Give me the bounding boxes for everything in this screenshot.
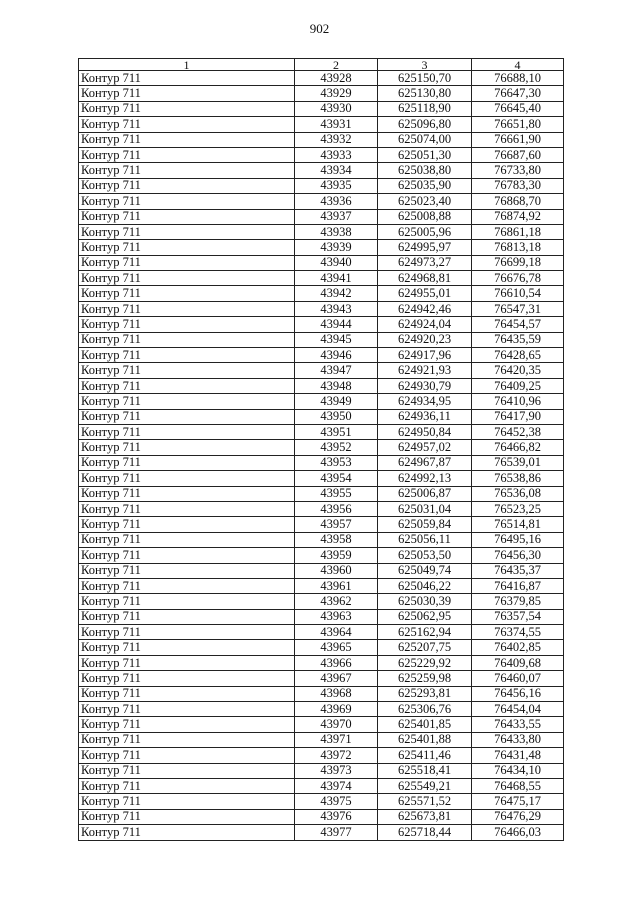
y-coordinate-cell: 76861,18 bbox=[472, 224, 564, 239]
contour-name-cell: Контур 711 bbox=[79, 794, 295, 809]
x-coordinate-cell: 625031,04 bbox=[378, 501, 472, 516]
y-coordinate-cell: 76420,35 bbox=[472, 363, 564, 378]
point-number-cell: 43948 bbox=[295, 378, 378, 393]
point-number-cell: 43971 bbox=[295, 732, 378, 747]
table-row bbox=[79, 194, 564, 209]
y-coordinate-cell: 76874,92 bbox=[472, 209, 564, 224]
y-coordinate-cell: 76783,30 bbox=[472, 178, 564, 193]
contour-name-cell: Контур 711 bbox=[79, 117, 295, 132]
y-coordinate-cell: 76417,90 bbox=[472, 409, 564, 424]
table-row bbox=[79, 548, 564, 563]
x-coordinate-cell: 624921,93 bbox=[378, 363, 472, 378]
x-coordinate-cell: 625006,87 bbox=[378, 486, 472, 501]
table-row bbox=[79, 702, 564, 717]
x-coordinate-cell: 625074,00 bbox=[378, 132, 472, 147]
contour-name-cell: Контур 711 bbox=[79, 440, 295, 455]
y-coordinate-cell: 76547,31 bbox=[472, 301, 564, 316]
contour-name-cell: Контур 711 bbox=[79, 548, 295, 563]
contour-name-cell: Контур 711 bbox=[79, 317, 295, 332]
x-coordinate-cell: 624917,96 bbox=[378, 348, 472, 363]
y-coordinate-cell: 76475,17 bbox=[472, 794, 564, 809]
contour-name-cell: Контур 711 bbox=[79, 655, 295, 670]
y-coordinate-cell: 76379,85 bbox=[472, 594, 564, 609]
point-number-cell: 43968 bbox=[295, 686, 378, 701]
column-header: 2 bbox=[295, 59, 378, 71]
table-row bbox=[79, 271, 564, 286]
contour-name-cell: Контур 711 bbox=[79, 378, 295, 393]
y-coordinate-cell: 76661,90 bbox=[472, 132, 564, 147]
x-coordinate-cell: 625162,94 bbox=[378, 625, 472, 640]
x-coordinate-cell: 625518,41 bbox=[378, 763, 472, 778]
table-row bbox=[79, 301, 564, 316]
contour-name-cell: Контур 711 bbox=[79, 809, 295, 824]
table-row bbox=[79, 178, 564, 193]
point-number-cell: 43966 bbox=[295, 655, 378, 670]
y-coordinate-cell: 76374,55 bbox=[472, 625, 564, 640]
y-coordinate-cell: 76409,25 bbox=[472, 378, 564, 393]
table-row bbox=[79, 809, 564, 824]
contour-name-cell: Контур 711 bbox=[79, 486, 295, 501]
x-coordinate-cell: 625118,90 bbox=[378, 101, 472, 116]
y-coordinate-cell: 76410,96 bbox=[472, 394, 564, 409]
point-number-cell: 43940 bbox=[295, 255, 378, 270]
contour-name-cell: Контур 711 bbox=[79, 609, 295, 624]
contour-name-cell: Контур 711 bbox=[79, 578, 295, 593]
x-coordinate-cell: 625035,90 bbox=[378, 178, 472, 193]
contour-name-cell: Контур 711 bbox=[79, 209, 295, 224]
contour-name-cell: Контур 711 bbox=[79, 532, 295, 547]
contour-name-cell: Контур 711 bbox=[79, 778, 295, 793]
contour-name-cell: Контур 711 bbox=[79, 271, 295, 286]
point-number-cell: 43964 bbox=[295, 625, 378, 640]
table-row bbox=[79, 132, 564, 147]
contour-name-cell: Контур 711 bbox=[79, 748, 295, 763]
x-coordinate-cell: 625306,76 bbox=[378, 702, 472, 717]
point-number-cell: 43928 bbox=[295, 71, 378, 86]
y-coordinate-cell: 76416,87 bbox=[472, 578, 564, 593]
table-row bbox=[79, 640, 564, 655]
y-coordinate-cell: 76476,29 bbox=[472, 809, 564, 824]
point-number-cell: 43970 bbox=[295, 717, 378, 732]
point-number-cell: 43936 bbox=[295, 194, 378, 209]
point-number-cell: 43929 bbox=[295, 86, 378, 101]
column-header: 1 bbox=[79, 59, 295, 71]
contour-name-cell: Контур 711 bbox=[79, 471, 295, 486]
table-row bbox=[79, 286, 564, 301]
table-row bbox=[79, 717, 564, 732]
point-number-cell: 43975 bbox=[295, 794, 378, 809]
table-row bbox=[79, 317, 564, 332]
y-coordinate-cell: 76456,16 bbox=[472, 686, 564, 701]
contour-name-cell: Контур 711 bbox=[79, 163, 295, 178]
x-coordinate-cell: 624992,13 bbox=[378, 471, 472, 486]
x-coordinate-cell: 625207,75 bbox=[378, 640, 472, 655]
contour-name-cell: Контур 711 bbox=[79, 563, 295, 578]
x-coordinate-cell: 625005,96 bbox=[378, 224, 472, 239]
point-number-cell: 43961 bbox=[295, 578, 378, 593]
table-row bbox=[79, 440, 564, 455]
point-number-cell: 43976 bbox=[295, 809, 378, 824]
table-body bbox=[79, 71, 564, 841]
contour-name-cell: Контур 711 bbox=[79, 501, 295, 516]
table-row bbox=[79, 240, 564, 255]
point-number-cell: 43956 bbox=[295, 501, 378, 516]
y-coordinate-cell: 76357,54 bbox=[472, 609, 564, 624]
coordinates-table bbox=[78, 58, 564, 841]
y-coordinate-cell: 76536,08 bbox=[472, 486, 564, 501]
point-number-cell: 43938 bbox=[295, 224, 378, 239]
contour-name-cell: Контур 711 bbox=[79, 686, 295, 701]
table-row bbox=[79, 101, 564, 116]
y-coordinate-cell: 76651,80 bbox=[472, 117, 564, 132]
contour-name-cell: Контур 711 bbox=[79, 332, 295, 347]
contour-name-cell: Контур 711 bbox=[79, 825, 295, 840]
x-coordinate-cell: 624942,46 bbox=[378, 301, 472, 316]
point-number-cell: 43934 bbox=[295, 163, 378, 178]
y-coordinate-cell: 76610,54 bbox=[472, 286, 564, 301]
table-row bbox=[79, 363, 564, 378]
point-number-cell: 43965 bbox=[295, 640, 378, 655]
x-coordinate-cell: 625571,52 bbox=[378, 794, 472, 809]
y-coordinate-cell: 76431,48 bbox=[472, 748, 564, 763]
x-coordinate-cell: 624950,84 bbox=[378, 424, 472, 439]
y-coordinate-cell: 76434,10 bbox=[472, 763, 564, 778]
table-row bbox=[79, 609, 564, 624]
x-coordinate-cell: 625549,21 bbox=[378, 778, 472, 793]
table-row bbox=[79, 517, 564, 532]
table-row bbox=[79, 578, 564, 593]
x-coordinate-cell: 625401,88 bbox=[378, 732, 472, 747]
contour-name-cell: Контур 711 bbox=[79, 147, 295, 162]
table-row bbox=[79, 825, 564, 840]
y-coordinate-cell: 76428,65 bbox=[472, 348, 564, 363]
table-row bbox=[79, 655, 564, 670]
x-coordinate-cell: 625718,44 bbox=[378, 825, 472, 840]
y-coordinate-cell: 76468,55 bbox=[472, 778, 564, 793]
contour-name-cell: Контур 711 bbox=[79, 424, 295, 439]
x-coordinate-cell: 625059,84 bbox=[378, 517, 472, 532]
table-row bbox=[79, 455, 564, 470]
x-coordinate-cell: 624957,02 bbox=[378, 440, 472, 455]
y-coordinate-cell: 76495,16 bbox=[472, 532, 564, 547]
point-number-cell: 43946 bbox=[295, 348, 378, 363]
contour-name-cell: Контур 711 bbox=[79, 348, 295, 363]
point-number-cell: 43952 bbox=[295, 440, 378, 455]
x-coordinate-cell: 625293,81 bbox=[378, 686, 472, 701]
point-number-cell: 43973 bbox=[295, 763, 378, 778]
x-coordinate-cell: 625056,11 bbox=[378, 532, 472, 547]
x-coordinate-cell: 624995,97 bbox=[378, 240, 472, 255]
column-header: 3 bbox=[378, 59, 472, 71]
point-number-cell: 43953 bbox=[295, 455, 378, 470]
x-coordinate-cell: 625673,81 bbox=[378, 809, 472, 824]
point-number-cell: 43933 bbox=[295, 147, 378, 162]
y-coordinate-cell: 76647,30 bbox=[472, 86, 564, 101]
table-row bbox=[79, 163, 564, 178]
table-row bbox=[79, 501, 564, 516]
y-coordinate-cell: 76687,60 bbox=[472, 147, 564, 162]
point-number-cell: 43950 bbox=[295, 409, 378, 424]
x-coordinate-cell: 625038,80 bbox=[378, 163, 472, 178]
y-coordinate-cell: 76460,07 bbox=[472, 671, 564, 686]
x-coordinate-cell: 625030,39 bbox=[378, 594, 472, 609]
point-number-cell: 43962 bbox=[295, 594, 378, 609]
contour-name-cell: Контур 711 bbox=[79, 394, 295, 409]
table-row bbox=[79, 763, 564, 778]
contour-name-cell: Контур 711 bbox=[79, 717, 295, 732]
table-row bbox=[79, 209, 564, 224]
contour-name-cell: Контур 711 bbox=[79, 255, 295, 270]
table-row bbox=[79, 224, 564, 239]
y-coordinate-cell: 76466,82 bbox=[472, 440, 564, 455]
x-coordinate-cell: 624967,87 bbox=[378, 455, 472, 470]
y-coordinate-cell: 76452,38 bbox=[472, 424, 564, 439]
contour-name-cell: Контур 711 bbox=[79, 71, 295, 86]
contour-name-cell: Контур 711 bbox=[79, 702, 295, 717]
point-number-cell: 43958 bbox=[295, 532, 378, 547]
contour-name-cell: Контур 711 bbox=[79, 409, 295, 424]
point-number-cell: 43931 bbox=[295, 117, 378, 132]
point-number-cell: 43974 bbox=[295, 778, 378, 793]
table-row bbox=[79, 686, 564, 701]
y-coordinate-cell: 76868,70 bbox=[472, 194, 564, 209]
table-row bbox=[79, 671, 564, 686]
point-number-cell: 43969 bbox=[295, 702, 378, 717]
column-header: 4 bbox=[472, 59, 564, 71]
table-row bbox=[79, 348, 564, 363]
x-coordinate-cell: 625053,50 bbox=[378, 548, 472, 563]
point-number-cell: 43951 bbox=[295, 424, 378, 439]
contour-name-cell: Контур 711 bbox=[79, 86, 295, 101]
x-coordinate-cell: 625259,98 bbox=[378, 671, 472, 686]
x-coordinate-cell: 625051,30 bbox=[378, 147, 472, 162]
point-number-cell: 43935 bbox=[295, 178, 378, 193]
x-coordinate-cell: 625008,88 bbox=[378, 209, 472, 224]
point-number-cell: 43955 bbox=[295, 486, 378, 501]
table-header-row bbox=[79, 59, 564, 71]
table-row bbox=[79, 471, 564, 486]
x-coordinate-cell: 625130,80 bbox=[378, 86, 472, 101]
point-number-cell: 43944 bbox=[295, 317, 378, 332]
point-number-cell: 43941 bbox=[295, 271, 378, 286]
x-coordinate-cell: 625411,46 bbox=[378, 748, 472, 763]
point-number-cell: 43932 bbox=[295, 132, 378, 147]
table-row bbox=[79, 117, 564, 132]
y-coordinate-cell: 76433,80 bbox=[472, 732, 564, 747]
contour-name-cell: Контур 711 bbox=[79, 594, 295, 609]
y-coordinate-cell: 76645,40 bbox=[472, 101, 564, 116]
point-number-cell: 43937 bbox=[295, 209, 378, 224]
table-row bbox=[79, 625, 564, 640]
table-row bbox=[79, 748, 564, 763]
table-row bbox=[79, 424, 564, 439]
table-row bbox=[79, 332, 564, 347]
y-coordinate-cell: 76466,03 bbox=[472, 825, 564, 840]
point-number-cell: 43942 bbox=[295, 286, 378, 301]
point-number-cell: 43977 bbox=[295, 825, 378, 840]
point-number-cell: 43959 bbox=[295, 548, 378, 563]
x-coordinate-cell: 624968,81 bbox=[378, 271, 472, 286]
table-row bbox=[79, 255, 564, 270]
x-coordinate-cell: 625229,92 bbox=[378, 655, 472, 670]
table-row bbox=[79, 532, 564, 547]
contour-name-cell: Контур 711 bbox=[79, 671, 295, 686]
x-coordinate-cell: 624973,27 bbox=[378, 255, 472, 270]
table-row bbox=[79, 486, 564, 501]
y-coordinate-cell: 76456,30 bbox=[472, 548, 564, 563]
y-coordinate-cell: 76402,85 bbox=[472, 640, 564, 655]
y-coordinate-cell: 76538,86 bbox=[472, 471, 564, 486]
table-row bbox=[79, 794, 564, 809]
y-coordinate-cell: 76733,80 bbox=[472, 163, 564, 178]
y-coordinate-cell: 76539,01 bbox=[472, 455, 564, 470]
point-number-cell: 43963 bbox=[295, 609, 378, 624]
table-row bbox=[79, 86, 564, 101]
table-row bbox=[79, 394, 564, 409]
y-coordinate-cell: 76435,37 bbox=[472, 563, 564, 578]
y-coordinate-cell: 76514,81 bbox=[472, 517, 564, 532]
contour-name-cell: Контур 711 bbox=[79, 363, 295, 378]
point-number-cell: 43957 bbox=[295, 517, 378, 532]
x-coordinate-cell: 624934,95 bbox=[378, 394, 472, 409]
table-row bbox=[79, 378, 564, 393]
y-coordinate-cell: 76409,68 bbox=[472, 655, 564, 670]
point-number-cell: 43967 bbox=[295, 671, 378, 686]
contour-name-cell: Контур 711 bbox=[79, 517, 295, 532]
x-coordinate-cell: 624930,79 bbox=[378, 378, 472, 393]
x-coordinate-cell: 625401,85 bbox=[378, 717, 472, 732]
y-coordinate-cell: 76433,55 bbox=[472, 717, 564, 732]
x-coordinate-cell: 624936,11 bbox=[378, 409, 472, 424]
contour-name-cell: Контур 711 bbox=[79, 732, 295, 747]
y-coordinate-cell: 76435,59 bbox=[472, 332, 564, 347]
page-number: 902 bbox=[309, 21, 330, 36]
point-number-cell: 43945 bbox=[295, 332, 378, 347]
contour-name-cell: Контур 711 bbox=[79, 640, 295, 655]
table-row bbox=[79, 594, 564, 609]
contour-name-cell: Контур 711 bbox=[79, 224, 295, 239]
point-number-cell: 43960 bbox=[295, 563, 378, 578]
table-row bbox=[79, 71, 564, 86]
contour-name-cell: Контур 711 bbox=[79, 301, 295, 316]
x-coordinate-cell: 625049,74 bbox=[378, 563, 472, 578]
y-coordinate-cell: 76676,78 bbox=[472, 271, 564, 286]
x-coordinate-cell: 625062,95 bbox=[378, 609, 472, 624]
point-number-cell: 43949 bbox=[295, 394, 378, 409]
contour-name-cell: Контур 711 bbox=[79, 132, 295, 147]
contour-name-cell: Контур 711 bbox=[79, 101, 295, 116]
y-coordinate-cell: 76523,25 bbox=[472, 501, 564, 516]
y-coordinate-cell: 76454,57 bbox=[472, 317, 564, 332]
x-coordinate-cell: 624924,04 bbox=[378, 317, 472, 332]
x-coordinate-cell: 625023,40 bbox=[378, 194, 472, 209]
x-coordinate-cell: 624955,01 bbox=[378, 286, 472, 301]
contour-name-cell: Контур 711 bbox=[79, 286, 295, 301]
point-number-cell: 43930 bbox=[295, 101, 378, 116]
point-number-cell: 43954 bbox=[295, 471, 378, 486]
table-row bbox=[79, 409, 564, 424]
y-coordinate-cell: 76813,18 bbox=[472, 240, 564, 255]
table-row bbox=[79, 563, 564, 578]
table-row bbox=[79, 732, 564, 747]
table-row bbox=[79, 778, 564, 793]
x-coordinate-cell: 624920,23 bbox=[378, 332, 472, 347]
table-row bbox=[79, 147, 564, 162]
contour-name-cell: Контур 711 bbox=[79, 178, 295, 193]
contour-name-cell: Контур 711 bbox=[79, 455, 295, 470]
point-number-cell: 43943 bbox=[295, 301, 378, 316]
y-coordinate-cell: 76699,18 bbox=[472, 255, 564, 270]
point-number-cell: 43939 bbox=[295, 240, 378, 255]
x-coordinate-cell: 625150,70 bbox=[378, 71, 472, 86]
y-coordinate-cell: 76454,04 bbox=[472, 702, 564, 717]
contour-name-cell: Контур 711 bbox=[79, 194, 295, 209]
y-coordinate-cell: 76688,10 bbox=[472, 71, 564, 86]
contour-name-cell: Контур 711 bbox=[79, 763, 295, 778]
point-number-cell: 43947 bbox=[295, 363, 378, 378]
contour-name-cell: Контур 711 bbox=[79, 625, 295, 640]
contour-name-cell: Контур 711 bbox=[79, 240, 295, 255]
x-coordinate-cell: 625096,80 bbox=[378, 117, 472, 132]
x-coordinate-cell: 625046,22 bbox=[378, 578, 472, 593]
point-number-cell: 43972 bbox=[295, 748, 378, 763]
